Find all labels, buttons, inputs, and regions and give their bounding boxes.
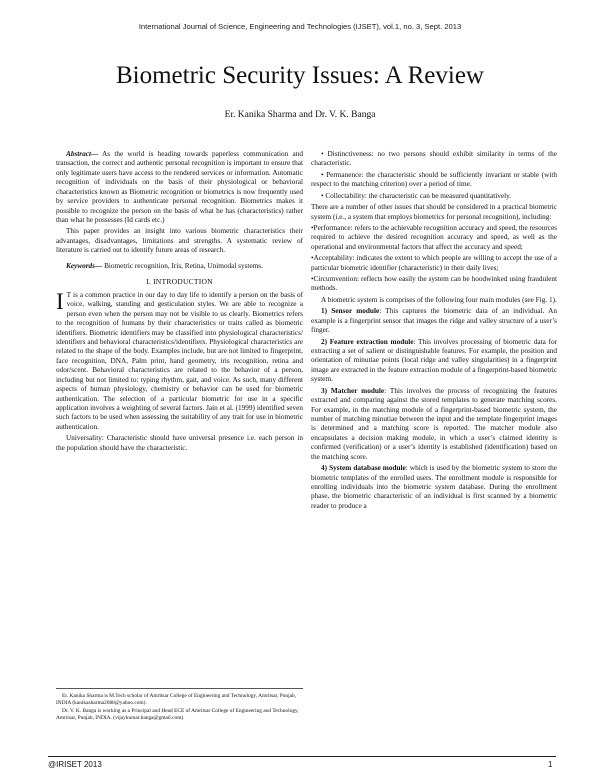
abstract-paragraph-2: This paper provides an insight into various biometric characteristics their advantages, disadvantages, limitations and strengths. A systematic review of literature is carried out to identify future areas of research. xyxy=(56,227,303,255)
abstract-text: As the world is heading towards paperless communication and transaction, the correct and authentic personal recognition is important to ensure that only legitimate users have access to the rendered services or information. Automatic recognition of individuals on the basis of their physiological or behavioral characteristics known as Biometric recognition or biometrics is now frequently used by service providers to authenticate personal recognition. Biometrics makes it possible to recognize the person on the basis of what he has (characteristics) rather than what he possesses (Id cards etc.) xyxy=(56,150,303,224)
module-matcher xyxy=(311,387,557,462)
keywords-text: Biometric recognition, Iris, Retina, Unimodal systems. xyxy=(102,261,263,270)
issue-acceptability: •Acceptability: indicates the extent to which people are willing to accept the use of a particular biometric identifier (characteristic) in their daily lives; xyxy=(311,254,557,272)
footnote-1: Er. Kanika Sharma is M.Tech scholar of Amritsar College of Engineering and Technology, Amritsar, Punjab, INDIA (kanikasharma2688@yahoo.com). xyxy=(56,693,297,707)
module-matcher-label: 3) Matcher module xyxy=(321,386,385,395)
criterion-collectability: • Collectability: the characteristic can be measured quantitatively. xyxy=(321,191,512,200)
intro-text-1: T is a common practice in our day to day life to identify a person on the basis of voice, walking, standing and gesticulation styles. We are able to recognize a person even when the person may not be visible to us clearly. Biometrics refers to the recognition of humans by their characteristics or traits called as biometric identifiers. Biometric identifiers may be classified into physiological characteristics/ identifiers and behavioral characteristics/identifiers. Physiological characteristics are related to the shape of the body. Examples include, but are not limited to fingerprint, face recognition, DNA, Palm print, hand geometry, iris recognition, retina and odor/scent. Behavioral characteristics are related to the behavior of a person, including but not limited to: typing rhythm, gait, and voice. As such, many different aspects of human physiology, chemistry or behavior can be used for biometric authentication. The selection of a particular biometric for use in a specific application involves a weighting of several factors. Jain et al. (1999) identified seven such factors to be used when assessing the suitability of any trait for use in biometric authentication. xyxy=(56,290,303,431)
module-feature-text: : This involves processing of biometric data for extracting a set of salient or distinguishable features. For example, the position and orientation of minutiae points (local ridge and valley singularities) in a fingerprint image are extracted in the feature extraction module of a fingerprint-based biometric system. xyxy=(311,337,557,384)
keywords-paragraph xyxy=(56,262,303,271)
module-matcher-text: : This involves the process of recognizing the features extracted and comparing against the stored templates to generate matching scores. For example, in the matching module of a fingerprint-based biometric system, the number of matching minutiae between the input and the template fingerprint images is determined and a matching score is reported. The matcher module also encapsulates a decision making module, in which a user’s claimed identity is confirmed (verification) or a user’s identity is established (identification) based on the matching score. xyxy=(311,386,557,461)
criterion-permanence: • Permanence: the characteristic should be sufficiently invariant or stable (with respect to the matching criterion) over a period of time. xyxy=(311,170,557,189)
left-column xyxy=(56,150,303,455)
abstract-paragraph xyxy=(56,150,303,225)
right-column xyxy=(311,150,557,513)
module-database-label: 4) System database module xyxy=(321,464,406,473)
intro-paragraph-2: Universality: Characteristic should have universal presence i.e. each person in the population should have the characteristic. xyxy=(56,434,303,452)
module-feature-label: 2) Feature extraction module xyxy=(321,337,414,346)
keywords-label: Keywords— xyxy=(66,261,103,270)
author-footnotes xyxy=(56,688,303,722)
paper-title: Biometric Security Issues: A Review xyxy=(115,62,484,89)
other-issues-paragraph: There are a number of other issues that should be considered in a practical biometric system (i.e., a system that employs biometrics for personal recognition), including: xyxy=(311,203,557,221)
footer-divider xyxy=(48,756,556,757)
module-system-database xyxy=(311,464,557,511)
journal-header: International Journal of Science, Engineering and Technologies (IJSET), vol.1, no. 3, Sept. 2013 xyxy=(138,22,462,31)
module-sensor-text: : This captures the biometric data of an individual. An example is a fingerprint sensor that images the ridge and valley structure of a user’s finger. xyxy=(311,307,557,335)
paper-authors: Er. Kanika Sharma and Dr. V. K. Banga xyxy=(224,110,376,120)
module-sensor xyxy=(311,307,557,335)
criterion-distinctiveness: • Distinctiveness: no two persons should exhibit similarity in terms of the characteristic. xyxy=(311,150,557,168)
intro-paragraph-1 xyxy=(56,288,303,432)
section-heading-introduction: I. INTRODUCTION xyxy=(146,277,213,287)
issue-circumvention: •Circumvention: reflects how easily the system can be hoodwinked using fraudulent methods. xyxy=(311,275,557,293)
footnote-2: Dr. V. K. Banga is working as a Principal and Head ECE of Amritsar College of Engineering and Technology, Amritsar, Punjab, INDIA. (vijaykumar.banga@gmail.com). xyxy=(56,707,299,721)
issue-performance: •Performance: refers to the achievable recognition accuracy and speed, the resources required to achieve the desired recognition accuracy and speed, as well as the operational and environmental factors that affect the accuracy and speed; xyxy=(311,223,557,251)
abstract-label: Abstract— xyxy=(66,150,99,158)
module-feature-extraction xyxy=(311,338,557,385)
page-number: 1 xyxy=(548,760,553,769)
footer-copyright: @IRISET 2013 xyxy=(48,760,102,769)
module-database-text: : which is used by the biometric system to store the biometric templates of the enrolled users. The enrollment module is responsible for enrolling individuals into the biometric system database. During the enrollment phase, the biometric characteristic of an individual is first scanned by a biometric reader to produce a xyxy=(311,464,558,510)
drop-cap: I xyxy=(56,288,64,314)
system-modules-paragraph: A biometric system is comprises of the following four main modules (see Fig. 1). xyxy=(321,295,557,304)
module-sensor-label: 1) Sensor module xyxy=(321,307,380,316)
